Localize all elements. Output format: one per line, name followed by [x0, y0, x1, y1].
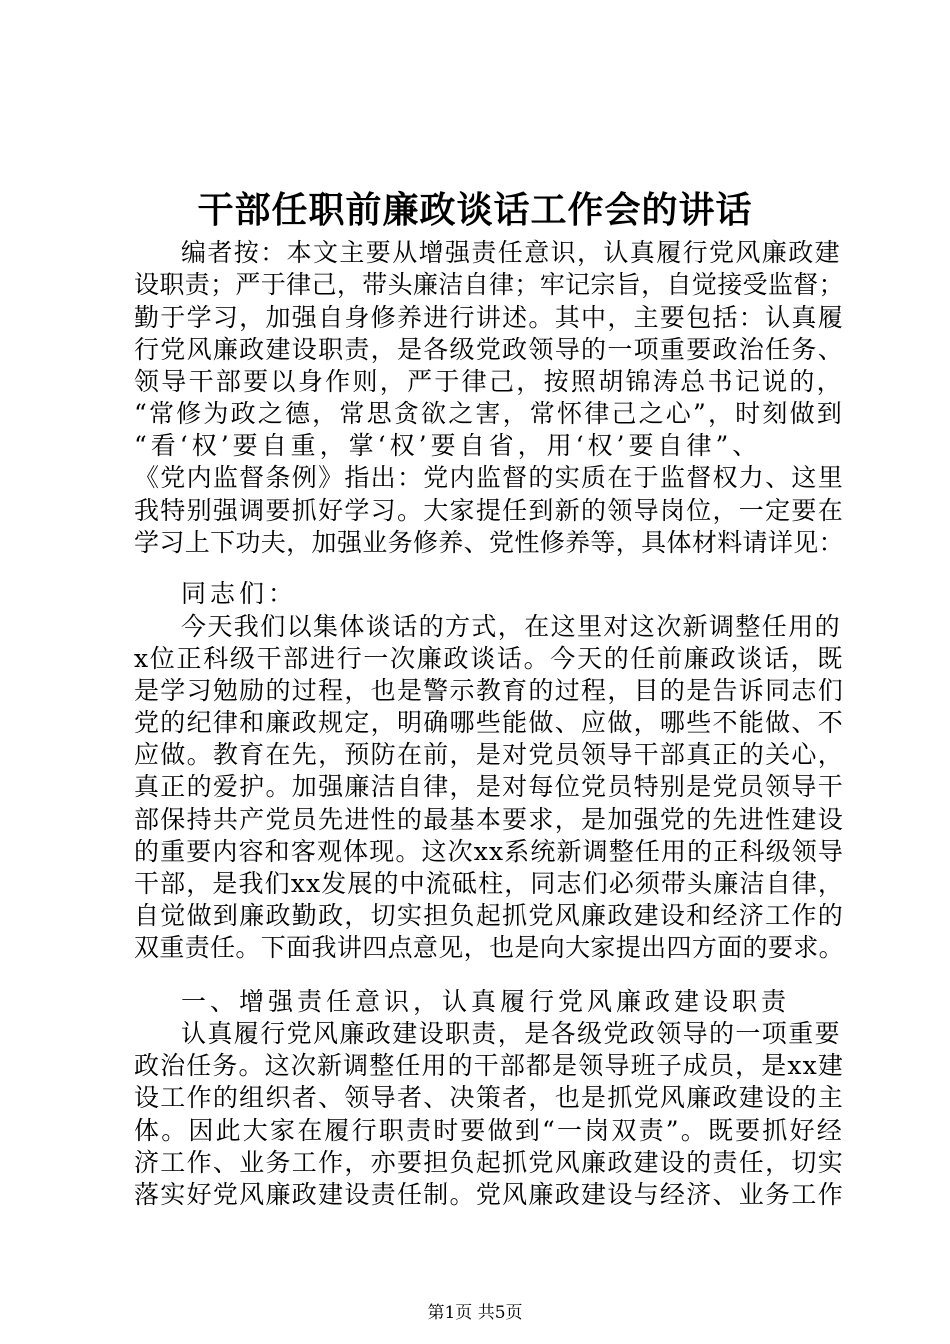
paragraph-line: 政治任务。这次新调整任用的干部都是领导班子成员，是xx建 [134, 1051, 844, 1080]
section-heading: 一、增强责任意识，认真履行党风廉政建设职责 [181, 987, 791, 1016]
paragraph-line: 党的纪律和廉政规定，明确哪些能做、应做，哪些不能做、不 [134, 708, 844, 737]
editor-note-line: “看‘权’要自重，掌‘权’要自省，用‘权’要自律”、 [134, 431, 762, 460]
paragraph-line: 部保持共产党员先进性的最基本要求，是加强党的先进性建设 [134, 805, 844, 834]
paragraph-line: 真正的爱护。加强廉洁自律，是对每位党员特别是党员领导干 [134, 772, 844, 801]
paragraph-line: 的重要内容和客观体现。这次xx系统新调整任用的正科级领导 [134, 837, 844, 866]
editor-note-line: “常修为政之德，常思贪欲之害，常怀律己之心”，时刻做到 [134, 399, 844, 428]
editor-note-line: 行党风廉政建设职责，是各级党政领导的一项重要政治任务、 [134, 335, 844, 364]
paragraph-line: 体。因此大家在履行职责时要做到“一岗双责”。既要抓好经 [134, 1116, 844, 1145]
salutation: 同志们： [181, 579, 298, 608]
editor-note-line: 《党内监督条例》指出：党内监督的实质在于监督权力、这里 [134, 463, 844, 492]
paragraph-line: 应做。教育在先，预防在前，是对党员领导干部真正的关心， [134, 740, 844, 769]
editor-note-line: 领导干部要以身作则，严于律己，按照胡锦涛总书记说的， [134, 367, 844, 396]
page-footer: 第1页 共5页 [427, 1303, 523, 1323]
editor-note-line: 学习上下功夫，加强业务修养、党性修养等，具体材料请详见： [134, 528, 844, 557]
editor-note-line: 勤于学习，加强自身修养进行讲述。其中，主要包括：认真履 [134, 303, 844, 332]
paragraph-line: 双重责任。下面我讲四点意见，也是向大家提出四方面的要求。 [134, 933, 844, 962]
editor-note-line: 设职责；严于律己，带头廉洁自律；牢记宗旨，自觉接受监督； [134, 270, 844, 299]
page-title: 干部任职前廉政谈话工作会的讲话 [197, 189, 753, 231]
paragraph-line: 认真履行党风廉政建设职责，是各级党政领导的一项重要 [181, 1019, 841, 1048]
paragraph-line: 今天我们以集体谈话的方式，在这里对这次新调整任用的 [181, 612, 841, 641]
paragraph-line: 是学习勉励的过程，也是警示教育的过程，目的是告诉同志们 [134, 676, 844, 705]
paragraph-line: 自觉做到廉政勤政，切实担负起抓党风廉政建设和经济工作的 [134, 901, 844, 930]
editor-note-line: 编者按：本文主要从增强责任意识，认真履行党风廉政建 [181, 238, 841, 267]
editor-note-line: 我特别强调要抓好学习。大家提任到新的领导岗位，一定要在 [134, 496, 844, 525]
paragraph-line: 落实好党风廉政建设责任制。党风廉政建设与经济、业务工作 [134, 1180, 844, 1209]
paragraph-line: 设工作的组织者、领导者、决策者，也是抓党风廉政建设的主 [134, 1083, 844, 1112]
paragraph-line: x位正科级干部进行一次廉政谈话。今天的任前廉政谈话，既 [134, 644, 844, 673]
paragraph-line: 济工作、业务工作，亦要担负起抓党风廉政建设的责任，切实 [134, 1148, 844, 1177]
paragraph-line: 干部，是我们xx发展的中流砥柱，同志们必须带头廉洁自律， [134, 869, 844, 898]
